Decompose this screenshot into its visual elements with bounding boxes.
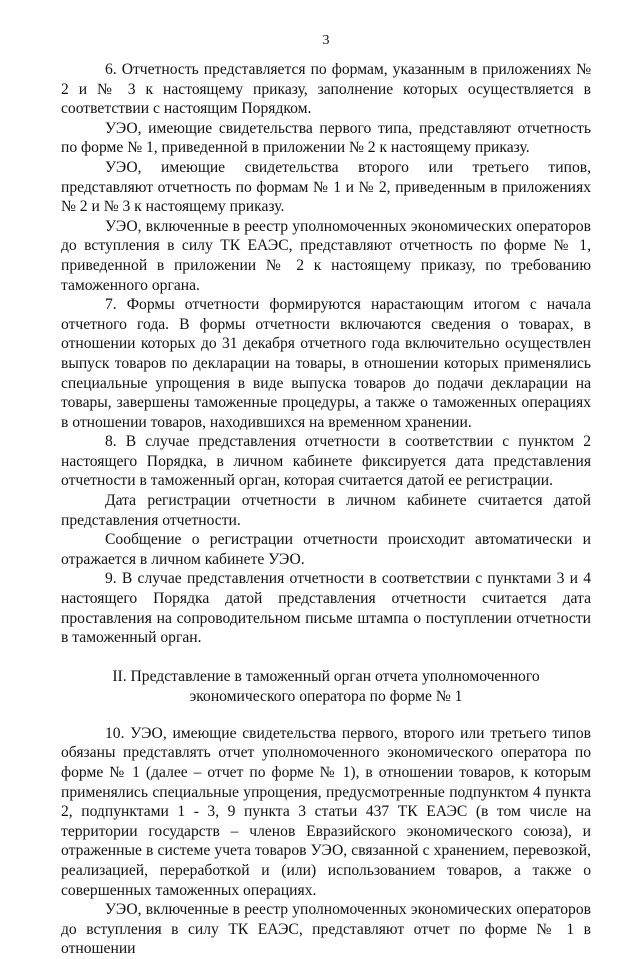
- section-heading: [61, 667, 591, 707]
- paragraph-second-third-type: УЭО, имеющие свидетельства второго или третьего типов, представляют отчетность по формам № 1 и № 2, приведенным в приложениях № 2 и № 3 к настоящему приказу.: [61, 158, 591, 216]
- paragraph-7: 7. Формы отчетности формируются нарастающим итогом с начала отчетного года. В формы отчетности включаются сведения о товарах, в отношении которых до 31 декабря отчетного года включительно осуществлен выпуск товаров по декларации на товары, в отношении которых применялись специальные упрощения в виде выпуска товаров до подачи декларации на товары, завершены таможенные процедуры, а также о таможенных операциях в отношении товаров, находившихся на временном хранении.: [61, 296, 591, 431]
- paragraph-10: 10. УЭО, имеющие свидетельства первого, второго или третьего типов обязаны представлять отчет уполномоченного экономического оператора по форме № 1 (далее – отчет по форме № 1), в отношении товаров, к которым применялись специальные упрощения, предусмотренные подпунктом 4 пункта 2, подпунктами 1 - 3, 9 пункта 3 статьи 437 ТК ЕАЭС (в том числе на территории государств – членов Евразийского экономического союза), и отраженные в системе учета товаров УЭО, связанной с хранением, перевозкой, реализацией, переработкой и (или) использованием товаров, а также о совершенных таможенных операциях.: [61, 724, 591, 899]
- paragraph-6: 6. Отчетность представляется по формам, указанным в приложениях № 2 и № 3 к настоящему приказу, заполнение которых осуществляется в соответствии с настоящим Порядком.: [61, 61, 591, 118]
- section-heading-line-2: экономического оператора по форме № 1: [189, 687, 463, 705]
- paragraph-registration-message: Сообщение о регистрации отчетности происходит автоматически и отражается в личном кабинете УЭО.: [61, 531, 591, 568]
- paragraph-registry-report: УЭО, включенные в реестр уполномоченных экономических операторов до вступления в силу ТК ЕАЭС, представляют отчет по форме № 1 в отношении: [61, 901, 591, 958]
- paragraph-registry-before-tk: УЭО, включенные в реестр уполномоченных экономических операторов до вступления в силу ТК ЕАЭС, представляют отчетность по форме № 1, приведенной в приложении № 2 к настоящему приказу, по требованию таможенного органа.: [61, 217, 591, 294]
- paragraph-registration-date: Дата регистрации отчетности в личном кабинете считается датой представления отчетности.: [61, 492, 591, 529]
- section-heading-line-1: II. Представление в таможенный орган отчета уполномоченного: [112, 667, 540, 685]
- paragraph-first-type: УЭО, имеющие свидетельства первого типа, представляют отчетность по форме № 1, приведенной в приложении № 2 к настоящему приказу.: [61, 119, 591, 157]
- paragraph-9: 9. В случае представления отчетности в соответствии с пунктами 3 и 4 настоящего Порядка датой представления отчетности считается дата проставления на сопроводительном письме штампа о поступлении отчетности в таможенный орган.: [61, 570, 591, 647]
- page-number: 3: [322, 33, 330, 48]
- document-page: [61, 0, 591, 959]
- paragraph-8: 8. В случае представления отчетности в соответствии с пунктом 2 настоящего Порядка, в личном кабинете фиксируется дата представления отчетности в таможенный орган, которая считается датой ее регистрации.: [61, 433, 591, 490]
